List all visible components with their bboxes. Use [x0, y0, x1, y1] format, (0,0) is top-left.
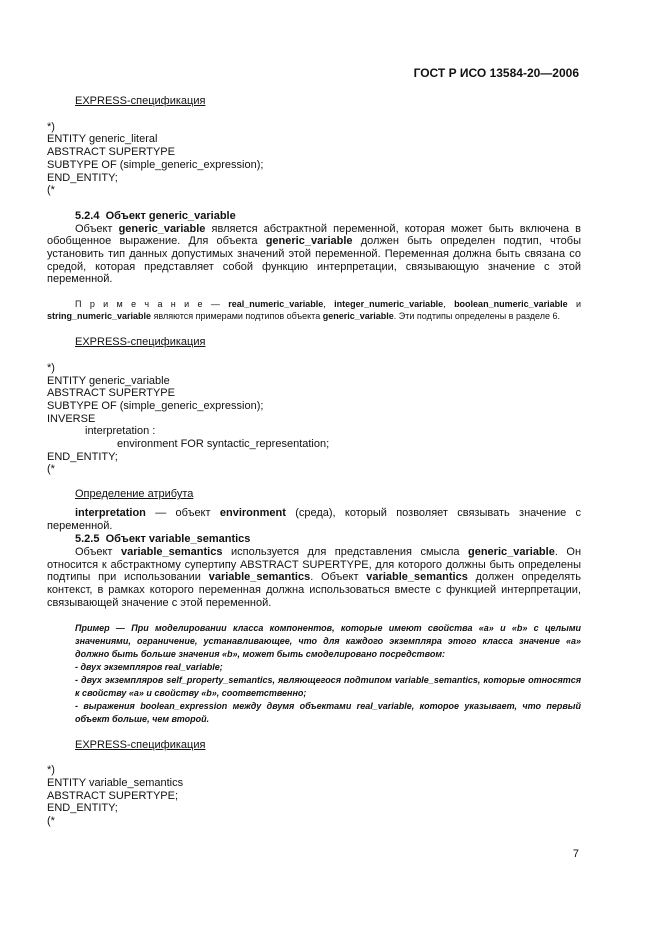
code-line: ENTITY generic_literal	[47, 133, 158, 146]
code-line: (*	[47, 463, 55, 476]
example-line: - двух экземпляров real_variable;	[75, 661, 223, 672]
section-5-2-5-heading: 5.2.5 Объект variable_semantics	[75, 533, 251, 546]
code-line: (*	[47, 184, 55, 197]
code-line: (*	[47, 815, 55, 828]
code-line: *)	[47, 764, 55, 777]
code-line: ENTITY variable_semantics	[47, 776, 184, 789]
code-line: SUBTYPE OF (simple_generic_expression);	[47, 399, 264, 412]
code-block-1	[47, 121, 581, 197]
attribute-definition-label: Определение атрибута	[75, 488, 194, 501]
code-line: interpretation :	[85, 425, 156, 438]
example-line: Пример — При моделировании класса компонентов, которые имеют свойства «а» и «b» с целыми значениями, ограничение, устанавливающее, что для каждого экземпляра этого класса значение «а» должно быть больше значения «b», может быть смоделировано посредством:	[75, 622, 581, 659]
page-content	[47, 95, 581, 828]
code-line: END_ENTITY;	[47, 450, 118, 463]
code-block-3	[47, 764, 581, 828]
example-line: - двух экземпляров self_property_semantics, являющегося подтипом variable_semantics, которые относятся к свойству «а» и свойству «b», соответственно;	[75, 674, 581, 698]
example-block	[47, 622, 581, 726]
document-header: ГОСТ Р ИСО 13584-20—2006	[413, 66, 579, 80]
code-line: END_ENTITY;	[47, 171, 118, 184]
code-line: ABSTRACT SUPERTYPE	[47, 146, 175, 159]
spec-label-1: EXPRESS-спецификация	[75, 95, 206, 107]
section-5-2-4-text: Объект generic_variable является абстрактной переменной, которая может быть включена в обобщенное выражение. Для объекта generic_variable должен быть определен подтип, чтобы установить тип данных допустимых значений этой переменной. Переменная должна быть связана со средой, которая представляет собой функцию интерпретации, связывающую значение с этой переменной.	[47, 222, 581, 286]
code-block-2	[47, 362, 581, 476]
attribute-definition-text: interpretation — объект environment (среда), который позволяет связывать значение с переменной.	[47, 506, 582, 532]
code-line: *)	[47, 120, 55, 133]
code-line: INVERSE	[47, 412, 96, 425]
section-5-2-4-heading: 5.2.4 Объект generic_variable	[75, 209, 236, 222]
code-line: END_ENTITY;	[47, 802, 118, 815]
example-line: - выражения boolean_expression между двумя объектами real_variable, которое указывает, что первый объект больше, чем второй.	[75, 700, 581, 724]
page-number: 7	[572, 848, 579, 860]
note-paragraph: П р и м е ч а н и е — real_numeric_variable, integer_numeric_variable, boolean_numeric_variable и string_numeric_variable являются примерами подтипов объекта generic_variable. Эти подтипы определены в разделе 6.	[47, 299, 581, 322]
section-5-2-5-text: Объект variable_semantics используется для представления смысла generic_variable. Он относится к абстрактному супертипу ABSTRACT SUPERTYPE, для которого должны быть определены подтипы при использовании variable_semantics. Объект variable_semantics должен определять контекст, в рамках которого переменная должна использоваться вместе с функцией интерпретации, связывающей значение с этой переменной.	[47, 545, 582, 609]
code-line: ABSTRACT SUPERTYPE	[47, 387, 175, 400]
code-line: ABSTRACT SUPERTYPE;	[47, 789, 179, 802]
code-line: *)	[47, 361, 55, 374]
code-line: environment FOR syntactic_representation;	[117, 438, 330, 451]
code-line: SUBTYPE OF (simple_generic_expression);	[47, 158, 264, 171]
spec-label-2: EXPRESS-спецификация	[75, 336, 206, 349]
code-line: ENTITY generic_variable	[47, 374, 170, 387]
spec-label-3: EXPRESS-спецификация	[75, 738, 206, 751]
